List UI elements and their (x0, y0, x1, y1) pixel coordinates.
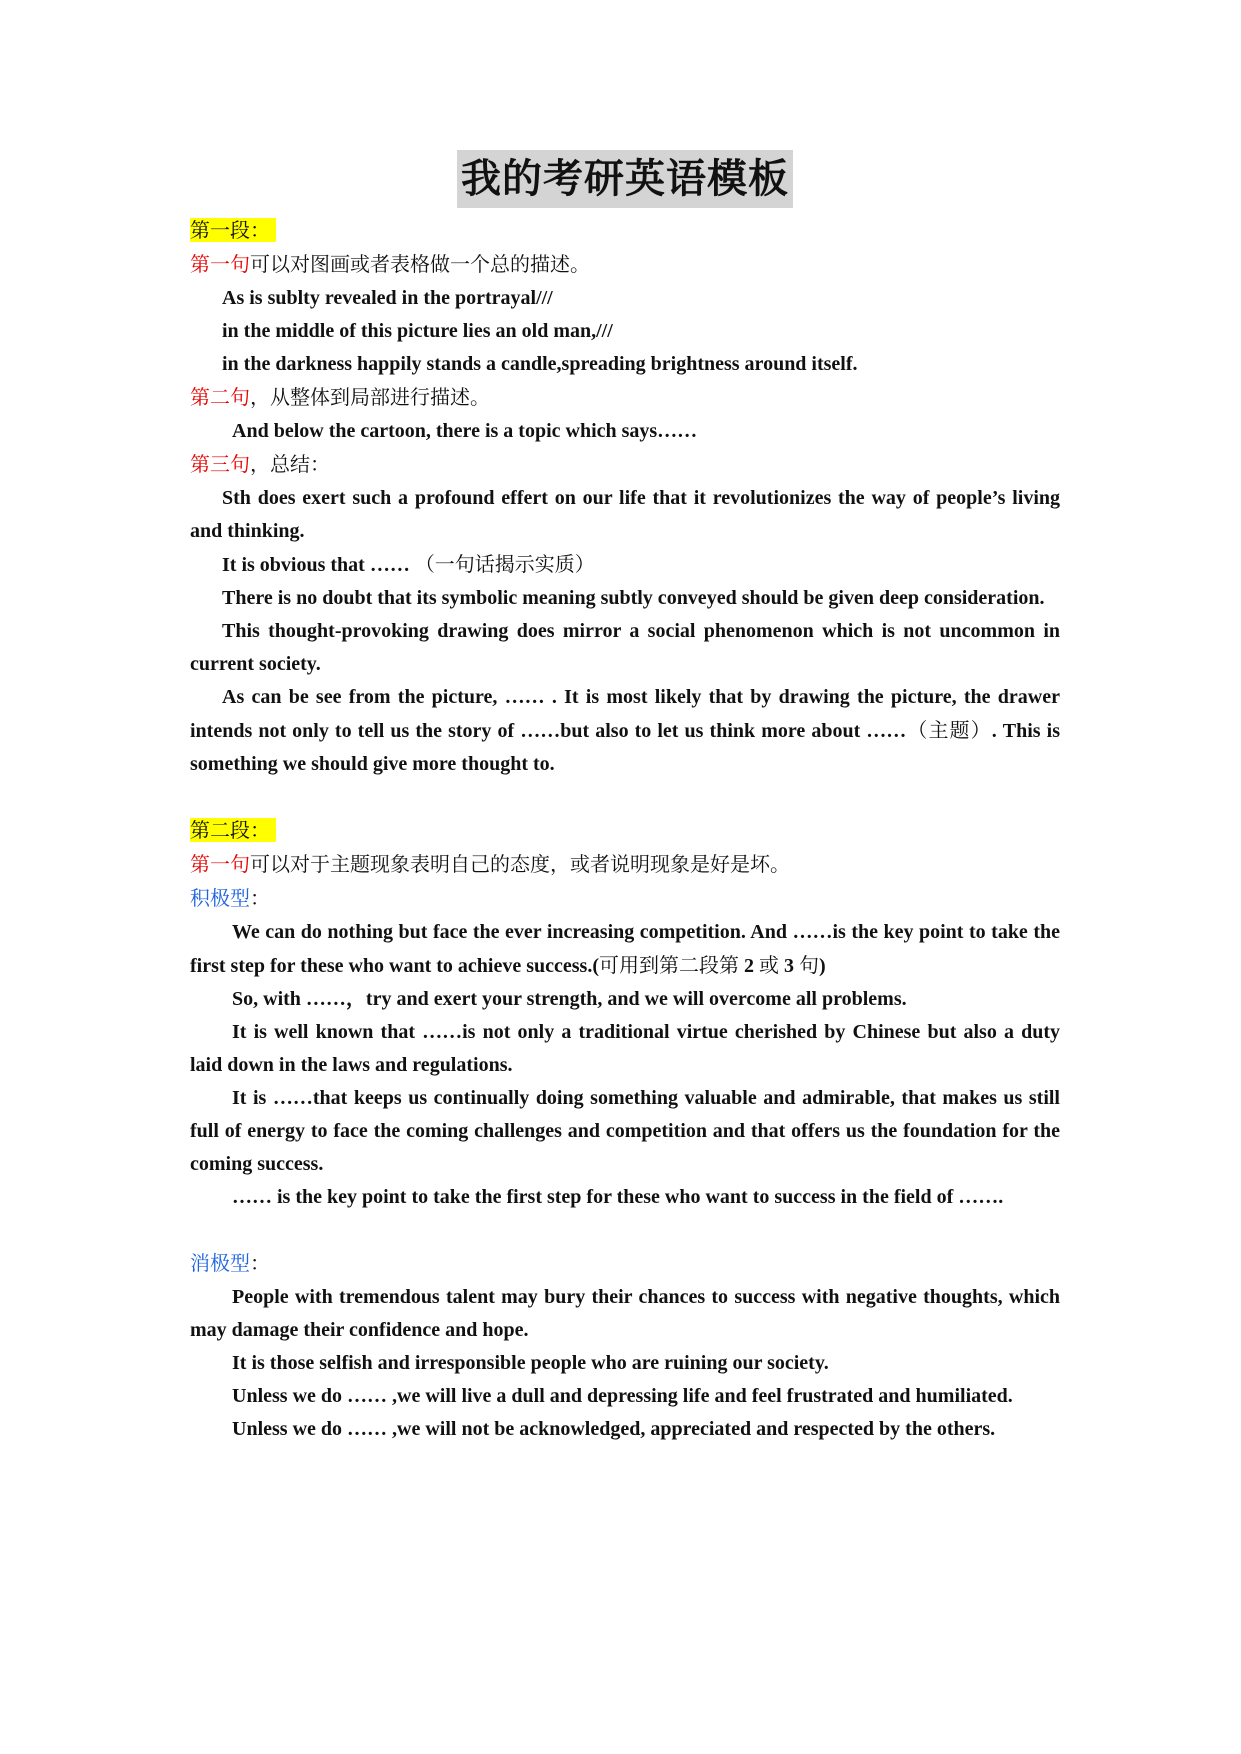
page-title: 我的考研英语模板 (457, 150, 793, 208)
positive-heading (190, 882, 1060, 916)
s3-label: 第三句 (190, 452, 250, 476)
negative-paragraph-1: People with tremendous talent may bury their chances to success with negative thoughts, which may damage their confidence and hope. (190, 1286, 1060, 1341)
negative-colon: ： (250, 1251, 270, 1275)
section2-heading-line (190, 814, 1060, 848)
sec2-s1-label: 第一句 (190, 852, 250, 876)
negative-paragraph-2: It is those selfish and irresponsible people who are ruining our society. (232, 1352, 829, 1374)
sec2-s1-desc: 可以对于主题现象表明自己的态度，或者说明现象是好是坏。 (250, 852, 790, 876)
negative-label: 消极型 (190, 1251, 250, 1275)
s3-paragraph-2 (190, 548, 1060, 582)
p5-text-b: . This is something we should give more thought to. (190, 720, 1060, 775)
s1-line-1: As is sublty revealed in the portrayal/// (222, 287, 553, 309)
pos1-note: 可用到第二段第 (599, 953, 740, 977)
p2-note: （一句话揭示实质） (414, 552, 595, 576)
spacer (190, 781, 1060, 814)
s3-paragraph-1: Sth does exert such a profound effert on our life that it revolutionizes the way of people’s living and thinking. (190, 487, 1060, 542)
s1-label: 第一句 (190, 252, 250, 276)
p5-note: （主题） (906, 718, 992, 742)
positive-paragraph-1 (190, 916, 1060, 983)
negative-paragraph-4: Unless we do …… ,we will not be acknowledged, appreciated and respected by the others. (232, 1418, 996, 1440)
document-page (190, 150, 1060, 1446)
spacer (190, 1214, 1060, 1247)
s3-desc: ，总结： (250, 452, 330, 476)
s1-line-3: in the darkness happily stands a candle,spreading brightness around itself. (222, 353, 858, 375)
s1-desc: 可以对图画或者表格做一个总的描述。 (250, 252, 590, 276)
negative-paragraph-3: Unless we do …… ,we will live a dull and depressing life and feel frustrated and humiliated. (232, 1385, 1013, 1407)
p2-text: It is obvious that …… (222, 554, 415, 576)
s3-paragraph-3: There is no doubt that its symbolic meaning subtly conveyed should be given deep consideration. (222, 587, 1045, 609)
s1-line-2: in the middle of this picture lies an old man,/// (222, 320, 613, 342)
positive-paragraph-4: It is ……that keeps us continually doing something valuable and admirable, that makes us still full of energy to face the coming challenges and competition and that offers us the foundation for the coming success. (190, 1087, 1060, 1175)
negative-heading (190, 1247, 1060, 1281)
pos1-num2: 3 (779, 955, 800, 977)
section1-sentence2-heading (190, 381, 1060, 415)
s2-desc: ，从整体到局部进行描述。 (250, 385, 490, 409)
section2-heading: 第二段： (190, 818, 276, 842)
section1-heading: 第一段： (190, 218, 276, 242)
s2-line: And below the cartoon, there is a topic which says…… (232, 420, 698, 442)
positive-paragraph-3: It is well known that ……is not only a traditional virtue cherished by Chinese but also a duty laid down in the laws and regulations. (190, 1021, 1060, 1076)
section1-sentence1-heading (190, 248, 1060, 282)
title-container (190, 150, 1060, 208)
s3-paragraph-5 (190, 681, 1060, 781)
section2-sentence1-heading (190, 848, 1060, 882)
pos1-num1: 2 (739, 955, 760, 977)
pos1-end: ) (819, 955, 826, 977)
section1-heading-line (190, 214, 1060, 248)
pos1-text: We can do nothing but face the ever increasing competition. And ……is the key point to take the first step for these who want to achieve success.( (190, 921, 1060, 977)
s3-paragraph-4: This thought-provoking drawing does mirror a social phenomenon which is not uncommon in current society. (190, 620, 1060, 675)
pos1-ju: 句 (799, 953, 820, 977)
positive-paragraph-5: …… is the key point to take the first step for these who want to success in the field of ……. (232, 1186, 1004, 1208)
p5-text-a: As can be see from the picture, …… . It is most likely that by drawing the picture, the drawer intends not only to tell us the story of ……but also to let us think more about …… (190, 686, 1060, 742)
pos1-or: 或 (759, 953, 780, 977)
positive-colon: ： (250, 886, 270, 910)
s2-label: 第二句 (190, 385, 250, 409)
section1-sentence3-heading (190, 448, 1060, 482)
positive-label: 积极型 (190, 886, 250, 910)
positive-paragraph-2: So, with ……，try and exert your strength, and we will overcome all problems. (232, 988, 907, 1010)
